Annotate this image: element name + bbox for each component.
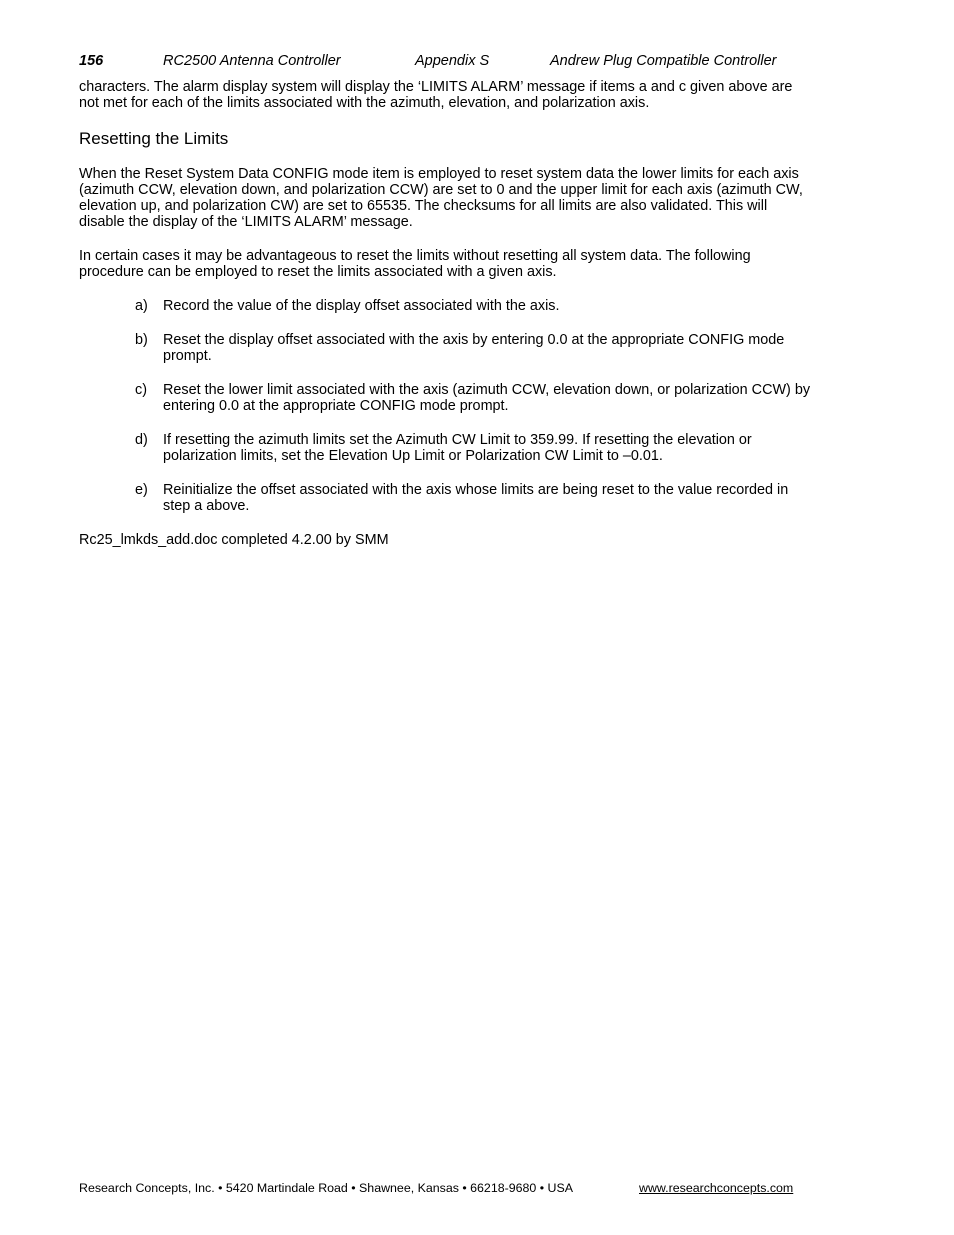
paragraph-procedure-intro: In certain cases it may be advantageous to reset the limits without resetting all system data. The following procedure can be employed to reset the limits associated with a given axis. <box>79 248 751 280</box>
header-appendix: Appendix S <box>415 53 490 69</box>
procedure-step-e <box>79 482 814 514</box>
page-footer <box>79 1180 799 1196</box>
header-section-title: Andrew Plug Compatible Controller <box>550 53 777 69</box>
step-text: Record the value of the display offset associated with the axis. <box>163 298 560 314</box>
step-marker: b) <box>135 332 148 348</box>
procedure-step-d <box>79 432 814 464</box>
step-marker: a) <box>135 298 148 314</box>
procedure-step-a <box>79 298 814 314</box>
continuation-paragraph: characters. The alarm display system will display the ‘LIMITS ALARM’ message if items a and c given above are not met for each of the limits associated with the azimuth, elevation, and polarization axis. <box>79 79 793 111</box>
step-marker: e) <box>135 482 148 498</box>
step-text: Reset the display offset associated with the axis by entering 0.0 at the appropriate CONFIG mode prompt. <box>163 332 785 364</box>
step-marker: d) <box>135 432 148 448</box>
document-body <box>79 79 814 548</box>
procedure-step-c <box>79 382 814 414</box>
step-marker: c) <box>135 382 147 398</box>
paragraph-reset-system-data: When the Reset System Data CONFIG mode item is employed to reset system data the lower limits for each axis (azimuth CCW, elevation down, and polarization CCW) are set to 0 and the upper limit for each axis (azimuth CW, elevation up, and polarization CW) are set to 65535. The checksums for all limits are also validated. This will disable the display of the ‘LIMITS ALARM’ message. <box>79 166 803 230</box>
company-address: Research Concepts, Inc. • 5420 Martindale Road • Shawnee, Kansas • 66218-9680 • USA <box>79 1181 573 1195</box>
step-text: Reset the lower limit associated with the axis (azimuth CCW, elevation down, or polarization CCW) by entering 0.0 at the appropriate CONFIG mode prompt. <box>163 382 811 414</box>
header-product-title: RC2500 Antenna Controller <box>163 53 341 69</box>
page-number: 156 <box>79 53 104 69</box>
page-header <box>79 52 799 70</box>
procedure-step-b <box>79 332 814 364</box>
step-text: If resetting the azimuth limits set the Azimuth CW Limit to 359.99. If resetting the elevation or polarization limits, set the Elevation Up Limit or Polarization CW Limit to –0.01. <box>163 432 752 464</box>
document-completion-note: Rc25_lmkds_add.doc completed 4.2.00 by SMM <box>79 532 389 548</box>
procedure-step-list <box>79 298 814 514</box>
section-heading: Resetting the Limits <box>79 129 229 148</box>
step-text: Reinitialize the offset associated with the axis whose limits are being reset to the value recorded in step a above. <box>163 482 789 514</box>
website-link[interactable]: www.researchconcepts.com <box>639 1181 794 1195</box>
